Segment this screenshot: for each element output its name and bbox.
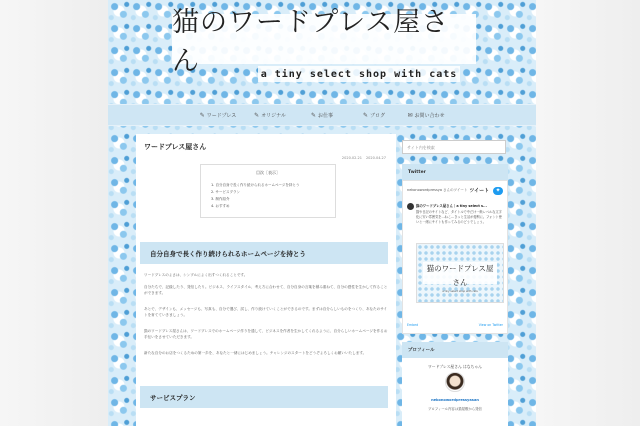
post-meta <box>342 156 386 160</box>
widget-heading-profile <box>402 342 508 358</box>
updated-date: 2020.04.27 <box>365 156 386 160</box>
widget-heading-twitter <box>402 164 508 180</box>
nav-item-contact[interactable] <box>400 105 452 125</box>
twitter-timeline <box>402 180 508 334</box>
paragraph: ワードプレスのよさは、シンプルによく出すつくれることです。 <box>144 273 248 277</box>
nav-item-blog[interactable] <box>348 105 400 125</box>
site-canvas <box>108 0 536 426</box>
paragraph: 猫のワードプレス屋さんは、ワードプレスでのホームページ作りを通して、ビジネスを作者を生かしてくれるように、自分らしいホームページを作るお手伝いをさせていただきます。 <box>144 329 388 339</box>
widget-heading-text: Twitter <box>408 169 426 175</box>
nav-item-label: お仕事 <box>318 112 334 119</box>
palette-icon: ✎ <box>254 111 260 119</box>
site-tagline: a tiny select shop with cats <box>260 68 458 80</box>
nav-item-wordpress[interactable] <box>192 105 244 125</box>
paragraph: 自分たちで、記録したり、発信したり。ビジネス、ライフスタイル、考え方に合わせて、自分自身の言葉を積み重ねて、自分の感性を生かして作ることができます。 <box>144 285 388 295</box>
tweet-card-label <box>423 262 497 293</box>
view-on-twitter-link[interactable]: View on Twitter <box>478 323 503 327</box>
wordpress-icon: ✎ <box>199 111 205 119</box>
profile-name: ワードプレス屋さん はなちゃん <box>428 364 482 369</box>
avatar[interactable] <box>407 203 414 210</box>
section-heading-text: 自分自身で長く作り続けられるホームページを持とう <box>150 249 306 258</box>
nav-item-label: お問い合わせ <box>414 112 445 119</box>
profile-widget <box>402 358 508 426</box>
toc-list <box>211 182 299 210</box>
section-heading-text: サービスプラン <box>150 393 196 402</box>
tagline-box <box>258 66 460 82</box>
twitter-timeline-header <box>407 187 489 194</box>
site-header <box>108 0 536 100</box>
right-margin <box>536 0 640 426</box>
nav-item-label: ブログ <box>370 112 386 119</box>
section-heading <box>140 242 388 264</box>
site-title[interactable]: 猫のワードプレス屋さん <box>172 7 450 77</box>
pencil-icon: ✎ <box>362 111 368 119</box>
toc-item[interactable]: 4. おすすめ <box>211 204 230 208</box>
paragraph: あとで、デザインも、メッセージも、写真も、自分で選び、試し、作り続けていくことができるのです。まずは自分らしいものをつくり、あなたのサイトを育てていきましょう。 <box>144 307 388 317</box>
tweet-card-subtitle: a tiny select shop with cats <box>442 290 478 293</box>
section-heading <box>140 386 388 408</box>
briefcase-icon: ✎ <box>310 111 316 119</box>
table-of-contents <box>200 164 336 218</box>
search-box <box>402 140 506 154</box>
toc-item[interactable]: 2. サービスプラン <box>211 190 240 194</box>
twitter-header-handle[interactable]: nekonowordpressya さんのツイート <box>407 188 468 192</box>
twitter-timeline-title: ツイート <box>469 188 490 194</box>
toc-item[interactable]: 1. 自分自身で長く作り続けられるホームページを持とう <box>211 183 300 187</box>
left-margin <box>0 0 108 426</box>
widget-heading-text: プロフィール <box>408 348 435 353</box>
profile-handle-link[interactable]: nekonowordpressyasan <box>431 398 479 402</box>
global-nav <box>108 104 536 126</box>
twitter-bird-icon[interactable]: ✦ <box>493 187 503 195</box>
nav-item-label: オリジナル <box>261 112 286 119</box>
post-title: ワードプレス屋さん <box>144 143 207 151</box>
toc-item[interactable]: 3. 制作紹介 <box>211 197 230 201</box>
nav-item-label: ワードプレス <box>206 112 237 119</box>
search-input[interactable] <box>407 142 497 152</box>
tweet-card-title: 猫のワードプレス屋さん <box>426 264 494 287</box>
profile-description: プロフィール内容は猫屋敷から発信 <box>428 407 482 411</box>
nav-item-original[interactable] <box>244 105 296 125</box>
twitter-footer <box>407 323 503 327</box>
sidebar <box>402 134 508 426</box>
tweet-account-name[interactable]: 猫のワードプレス屋さん｜a tiny select s... <box>416 204 487 208</box>
paragraph: 新たな自分のお店をつくるための第一歩を、あなたと一緒にはじめましょう。チャレンジのスタートをどうぞよろしくお願いいたします。 <box>144 351 367 355</box>
published-date: 2020.02.21 <box>341 156 362 160</box>
main-content <box>136 134 396 426</box>
profile-avatar <box>445 372 465 392</box>
toc-title[interactable]: 目次［表示］ <box>256 170 280 175</box>
mail-icon: ✉ <box>407 111 413 119</box>
tweet-text: 猫や日記のサイトなど、タイトルで中だけ一般レベルな文字化に安い雰囲気を…ねこ…きっと生活が便利に。フォント使いと一緒にサイトも作ってみるのどうでしょう。 <box>416 210 502 224</box>
nav-item-work[interactable] <box>296 105 348 125</box>
tweet-image-card[interactable] <box>416 243 504 303</box>
embed-link[interactable]: Embed <box>407 323 419 327</box>
